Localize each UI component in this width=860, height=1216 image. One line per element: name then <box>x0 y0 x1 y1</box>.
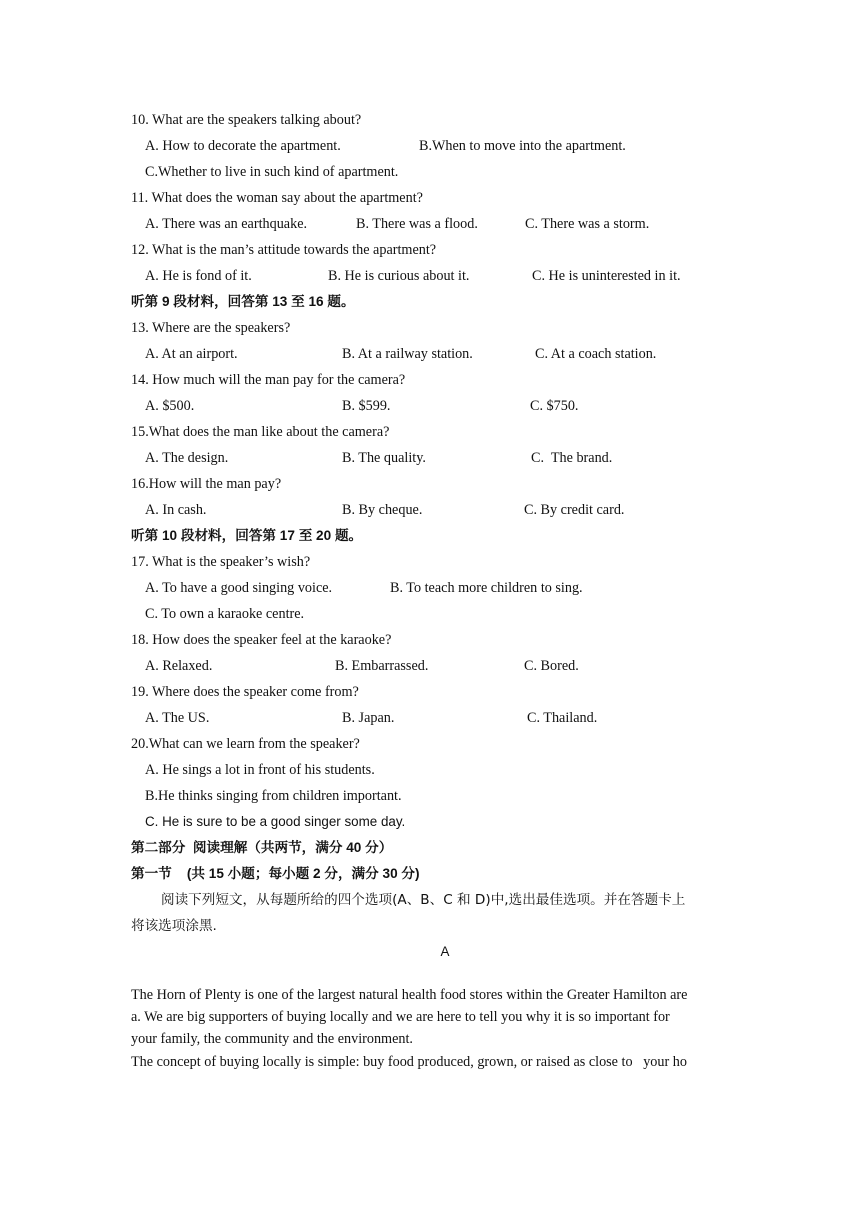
question-18-option-b: B. Embarrassed. <box>335 658 429 674</box>
question-13-option-a: A. At an airport. <box>145 346 238 362</box>
passage-line-2: a. We are big supporters of buying locally and we are here to tell you why it is so important for <box>131 1009 670 1025</box>
reading-instruction-line-1: 阅读下列短文，从每题所给的四个选项(A、B、C 和 D)中,选出最佳选项。并在答题卡上 <box>161 892 686 908</box>
question-12-stem: 12. What is the man’s attitude towards the apartment? <box>131 242 437 258</box>
question-15-stem: 15.What does the man like about the camera? <box>131 424 390 440</box>
question-17-stem: 17. What is the speaker’s wish? <box>131 554 311 570</box>
question-16-option-b: B. By cheque. <box>342 502 423 518</box>
section-10-heading: 听第 10 段材料，回答第 17 至 20 题。 <box>131 528 363 543</box>
question-19-option-b: B. Japan. <box>342 710 395 726</box>
question-16-option-c: C. By credit card. <box>524 502 625 518</box>
question-13-stem: 13. Where are the speakers? <box>131 320 291 336</box>
question-11-option-a: A. There was an earthquake. <box>145 216 308 232</box>
question-19-stem: 19. Where does the speaker come from? <box>131 684 359 700</box>
question-10-stem: 10. What are the speakers talking about? <box>131 112 362 128</box>
question-12-option-c: C. He is uninterested in it. <box>532 268 681 284</box>
section-9-heading: 听第 9 段材料，回答第 13 至 16 题。 <box>131 294 355 309</box>
question-10-option-b: B.When to move into the apartment. <box>419 138 626 154</box>
part-2-title: 第二部分 阅读理解（共两节，满分 40 分） <box>131 840 393 855</box>
passage-line-1: The Horn of Plenty is one of the largest natural health food stores within the Greater Hamilton are <box>131 987 688 1003</box>
question-14-stem: 14. How much will the man pay for the camera? <box>131 372 406 388</box>
question-10-option-a: A. How to decorate the apartment. <box>145 138 341 154</box>
question-12-option-b: B. He is curious about it. <box>328 268 470 284</box>
question-20-option-b: B.He thinks singing from children important. <box>145 788 402 804</box>
question-17-option-b: B. To teach more children to sing. <box>390 580 583 596</box>
question-12-option-a: A. He is fond of it. <box>145 268 252 284</box>
reading-instruction-line-2: 将该选项涂黑. <box>131 918 217 934</box>
question-15-option-c: C. The brand. <box>531 450 613 466</box>
question-13-option-c: C. At a coach station. <box>535 346 657 362</box>
question-17-option-a: A. To have a good singing voice. <box>145 580 333 596</box>
question-19-option-c: C. Thailand. <box>527 710 598 726</box>
question-11-option-c: C. There was a storm. <box>525 216 650 232</box>
question-15-option-b: B. The quality. <box>342 450 426 466</box>
question-14-option-a: A. $500. <box>145 398 195 414</box>
question-20-option-a: A. He sings a lot in front of his students. <box>145 762 375 778</box>
question-20-stem: 20.What can we learn from the speaker? <box>131 736 360 752</box>
passage-line-3: your family, the community and the environment. <box>131 1031 413 1047</box>
passage-line-4: The concept of buying locally is simple: buy food produced, grown, or raised as close to your ho <box>131 1054 687 1070</box>
question-18-option-c: C. Bored. <box>524 658 579 674</box>
question-10-option-c: C.Whether to live in such kind of apartment. <box>145 164 399 180</box>
question-16-stem: 16.How will the man pay? <box>131 476 282 492</box>
part-2-section-1-title: 第一节 (共 15 小题；每小题 2 分，满分 30 分) <box>131 866 420 881</box>
question-18-option-a: A. Relaxed. <box>145 658 213 674</box>
question-20-option-c: C. He is sure to be a good singer some day. <box>145 814 406 829</box>
question-14-option-b: B. $599. <box>342 398 391 414</box>
question-14-option-c: C. $750. <box>530 398 579 414</box>
question-16-option-a: A. In cash. <box>145 502 207 518</box>
question-17-option-c: C. To own a karaoke centre. <box>145 606 305 622</box>
question-15-option-a: A. The design. <box>145 450 229 466</box>
question-11-option-b: B. There was a flood. <box>356 216 478 232</box>
question-11-stem: 11. What does the woman say about the apartment? <box>131 190 423 206</box>
passage-label: A <box>440 944 450 959</box>
question-18-stem: 18. How does the speaker feel at the karaoke? <box>131 632 392 648</box>
question-13-option-b: B. At a railway station. <box>342 346 473 362</box>
question-19-option-a: A. The US. <box>145 710 210 726</box>
